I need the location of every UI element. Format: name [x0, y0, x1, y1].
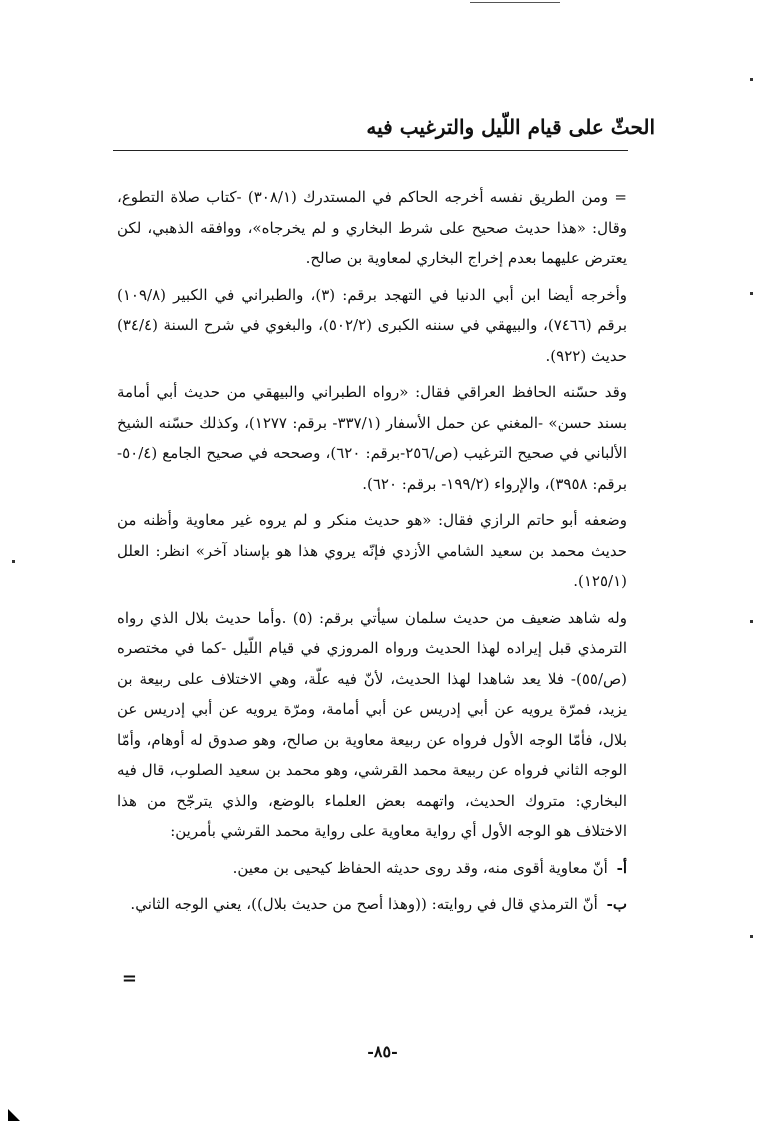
list-item-alef [117, 853, 627, 884]
list-item-ba [117, 889, 627, 920]
margin-speck [750, 292, 753, 295]
margin-speck [750, 935, 753, 938]
page-number: -٨٥- [367, 1042, 398, 1061]
paragraph-iraqi-albani: وقد حسّنه الحافظ العراقي فقال: «رواه الطبراني والبيهقي من حديث أبي أمامة بسند حسن» -المغني عن حمل الأسفار (٣٣٧/١- برقم: ١٢٧٧)، وكذلك حسّنه الشيخ الألباني في صحيح الترغيب (ص/٢٥٦-برقم: ٦٢٠)، وصححه في صحيح الجامع (٥٠/٤-برقم: ٣٩٥٨)، والإرواء (١٩٩/٢- برقم: ٦٢٠). [117, 383, 627, 493]
paragraph-abu-hatim: وضعفه أبو حاتم الرازي فقال: «هو حديث منكر و لم يروه غير معاوية وأظنه من حديث محمد بن سعيد الشامي الأزدي فإنّه يروي هذا هو بإسناد آخر» انظر: العلل (١٢٥/١). [117, 511, 627, 590]
running-header-title: الحثّ على قيام اللّيل والترغيب فيه [366, 115, 655, 139]
margin-speck [750, 78, 753, 81]
footnote-body [117, 182, 627, 924]
top-edge-rule [470, 2, 560, 3]
list-marker: أ- [616, 858, 627, 877]
list-item-text: أنّ معاوية أقوى منه، وقد روى حديثه الحفاظ كيحيى بن معين. [232, 858, 608, 877]
margin-speck [12, 560, 15, 563]
list-item-text: أنّ الترمذي قال في روايته: ((وهذا أصح من حديث بلال))، يعني الوجه الثاني. [130, 895, 598, 913]
list-marker: ب- [606, 895, 627, 913]
paragraph-witness-analysis: وله شاهد ضعيف من حديث سلمان سيأتي برقم: (٥) .وأما حديث بلال الذي رواه الترمذي قبل إيراده لهذا الحديث ورواه المروزي في قيام اللّيل -كما في مختصره (ص/٥٥)- فلا يعد شاهدا لهذا الحديث، لأنّ فيه علّة، وهي الاختلاف على ربيعة بن يزيد، فمرّة يرويه عن أبي إدريس عن أبي أمامة، ومرّة يرويه عن أبي إدريس عن بلال، فأمّا الوجه الأول فرواه عن ربيعة معاوية بن صالح، وهو صدوق له أوهام، وأمّا الوجه الثاني فرواه عن ربيعة محمد القرشي، وهو محمد بن سعيد الصلوب، قال فيه البخاري: متروك الحديث، واتهمه بعض العلماء بالوضع، والذي يترجّح من هذا الاختلاف هو الوجه الأول أي رواية معاوية على رواية محمد القرشي بأمرين: [117, 608, 627, 840]
paragraph-other-sources: وأخرجه أيضا ابن أبي الدنيا في التهجد برقم: (٣)، والطبراني في الكبير (١٠٩/٨) برقم (٧٤٦٦)، والبيهقي في سننه الكبرى (٥٠٢/٢)، والبغوي في شرح السنة (٣٤/٤) حديث (٩٢٢). [117, 285, 628, 365]
scan-corner-mark [8, 1109, 20, 1121]
margin-speck [750, 620, 753, 623]
header-rule [113, 150, 628, 151]
paragraph-hakim: = ومن الطريق نفسه أخرجه الحاكم في المستدرك (٣٠٨/١) -كتاب صلاة التطوع، وقال: «هذا حديث صحيح على شرط البخاري و لم يخرجاه»، ووافقه الذهبي، لكن يعترض عليهما بعدم إخراج البخاري لمعاوية بن صالح. [117, 188, 627, 267]
continuation-mark: = [121, 968, 137, 989]
